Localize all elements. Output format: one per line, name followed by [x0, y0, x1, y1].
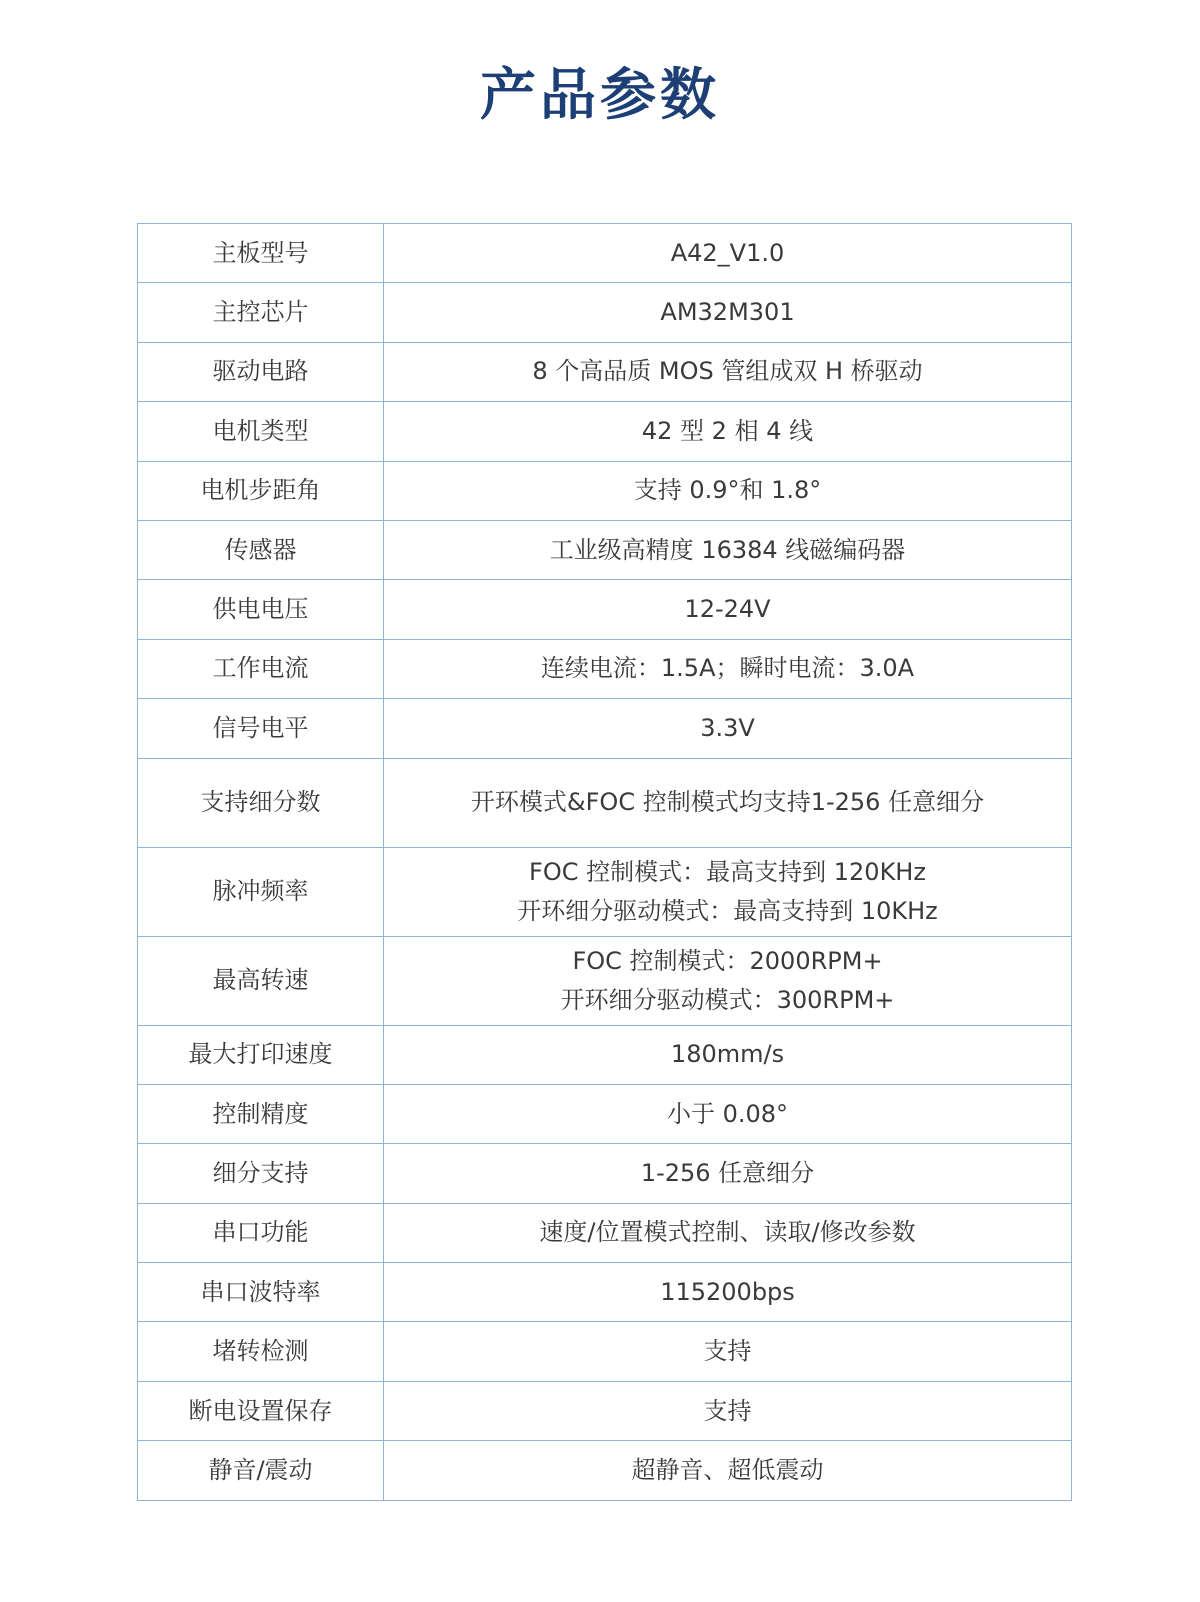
row-value — [384, 1203, 1072, 1262]
row-label: 传感器 — [138, 520, 384, 579]
row-label: 串口波特率 — [138, 1263, 384, 1322]
table-row — [138, 1322, 1072, 1381]
value-line: 115200bps — [660, 1277, 795, 1306]
row-label: 最高转速 — [138, 936, 384, 1025]
row-value — [384, 1441, 1072, 1500]
row-label: 静音/震动 — [138, 1441, 384, 1500]
table-row — [138, 520, 1072, 579]
spec-table-body — [138, 224, 1072, 1501]
row-label: 主板型号 — [138, 224, 384, 283]
row-value — [384, 1381, 1072, 1440]
value-line: A42_V1.0 — [670, 238, 785, 267]
value-line: FOC 控制模式：最高支持到 120KHz — [529, 857, 926, 886]
row-label: 脉冲频率 — [138, 847, 384, 936]
row-label: 最大打印速度 — [138, 1025, 384, 1084]
row-value — [384, 283, 1072, 342]
value-line: 支持 0.9°和 1.8° — [633, 476, 822, 505]
value-line: 180mm/s — [670, 1040, 785, 1069]
table-row — [138, 936, 1072, 1025]
row-label: 控制精度 — [138, 1084, 384, 1143]
row-value — [384, 1144, 1072, 1203]
table-row — [138, 1025, 1072, 1084]
table-row — [138, 580, 1072, 639]
row-label: 电机类型 — [138, 402, 384, 461]
value-line: 超静音、超低震动 — [631, 1455, 824, 1484]
row-value — [384, 699, 1072, 758]
page-title: 产品参数 — [480, 63, 720, 128]
table-row — [138, 1263, 1072, 1322]
value-line: 工业级高精度 16384 线磁编码器 — [549, 535, 906, 564]
row-value — [384, 936, 1072, 1025]
row-label: 细分支持 — [138, 1144, 384, 1203]
row-value — [384, 342, 1072, 401]
table-row — [138, 847, 1072, 936]
table-row — [138, 1381, 1072, 1440]
table-row — [138, 639, 1072, 698]
value-line: FOC 控制模式：2000RPM+ — [572, 946, 883, 975]
row-label: 主控芯片 — [138, 283, 384, 342]
table-row — [138, 461, 1072, 520]
value-line: AM32M301 — [660, 298, 795, 327]
row-label: 堵转检测 — [138, 1322, 384, 1381]
table-row — [138, 342, 1072, 401]
row-label: 供电电压 — [138, 580, 384, 639]
value-line: 开环细分驱动模式：最高支持到 10KHz — [517, 896, 938, 925]
row-value — [384, 847, 1072, 936]
row-label: 支持细分数 — [138, 758, 384, 847]
row-value — [384, 224, 1072, 283]
table-row — [138, 1084, 1072, 1143]
value-line: 开环模式&FOC 控制模式均支持1-256 任意细分 — [470, 788, 985, 817]
row-value — [384, 1263, 1072, 1322]
value-line: 12-24V — [684, 595, 771, 624]
row-value — [384, 1025, 1072, 1084]
table-row — [138, 402, 1072, 461]
row-value — [384, 639, 1072, 698]
row-value — [384, 580, 1072, 639]
value-line: 1-256 任意细分 — [640, 1158, 815, 1187]
value-line: 连续电流：1.5A；瞬时电流：3.0A — [540, 654, 915, 683]
row-label: 电机步距角 — [138, 461, 384, 520]
row-label: 信号电平 — [138, 699, 384, 758]
row-label: 工作电流 — [138, 639, 384, 698]
table-row — [138, 699, 1072, 758]
value-line: 3.3V — [700, 713, 755, 742]
table-row — [138, 1203, 1072, 1262]
row-label: 驱动电路 — [138, 342, 384, 401]
row-value — [384, 402, 1072, 461]
row-value — [384, 758, 1072, 847]
value-line: 开环细分驱动模式：300RPM+ — [560, 985, 895, 1014]
row-label: 断电设置保存 — [138, 1381, 384, 1440]
table-row — [138, 758, 1072, 847]
value-line: 8 个高品质 MOS 管组成双 H 桥驱动 — [532, 357, 923, 386]
row-value — [384, 520, 1072, 579]
value-line: 42 型 2 相 4 线 — [641, 416, 814, 445]
table-row — [138, 224, 1072, 283]
row-value — [384, 1084, 1072, 1143]
table-row — [138, 283, 1072, 342]
value-line: 小于 0.08° — [666, 1099, 789, 1128]
table-row — [138, 1441, 1072, 1500]
row-value — [384, 1322, 1072, 1381]
value-line: 支持 — [703, 1337, 752, 1366]
spec-table — [137, 223, 1072, 1501]
value-line: 支持 — [703, 1396, 752, 1425]
row-value — [384, 461, 1072, 520]
value-line: 速度/位置模式控制、读取/修改参数 — [539, 1218, 916, 1247]
row-label: 串口功能 — [138, 1203, 384, 1262]
table-row — [138, 1144, 1072, 1203]
